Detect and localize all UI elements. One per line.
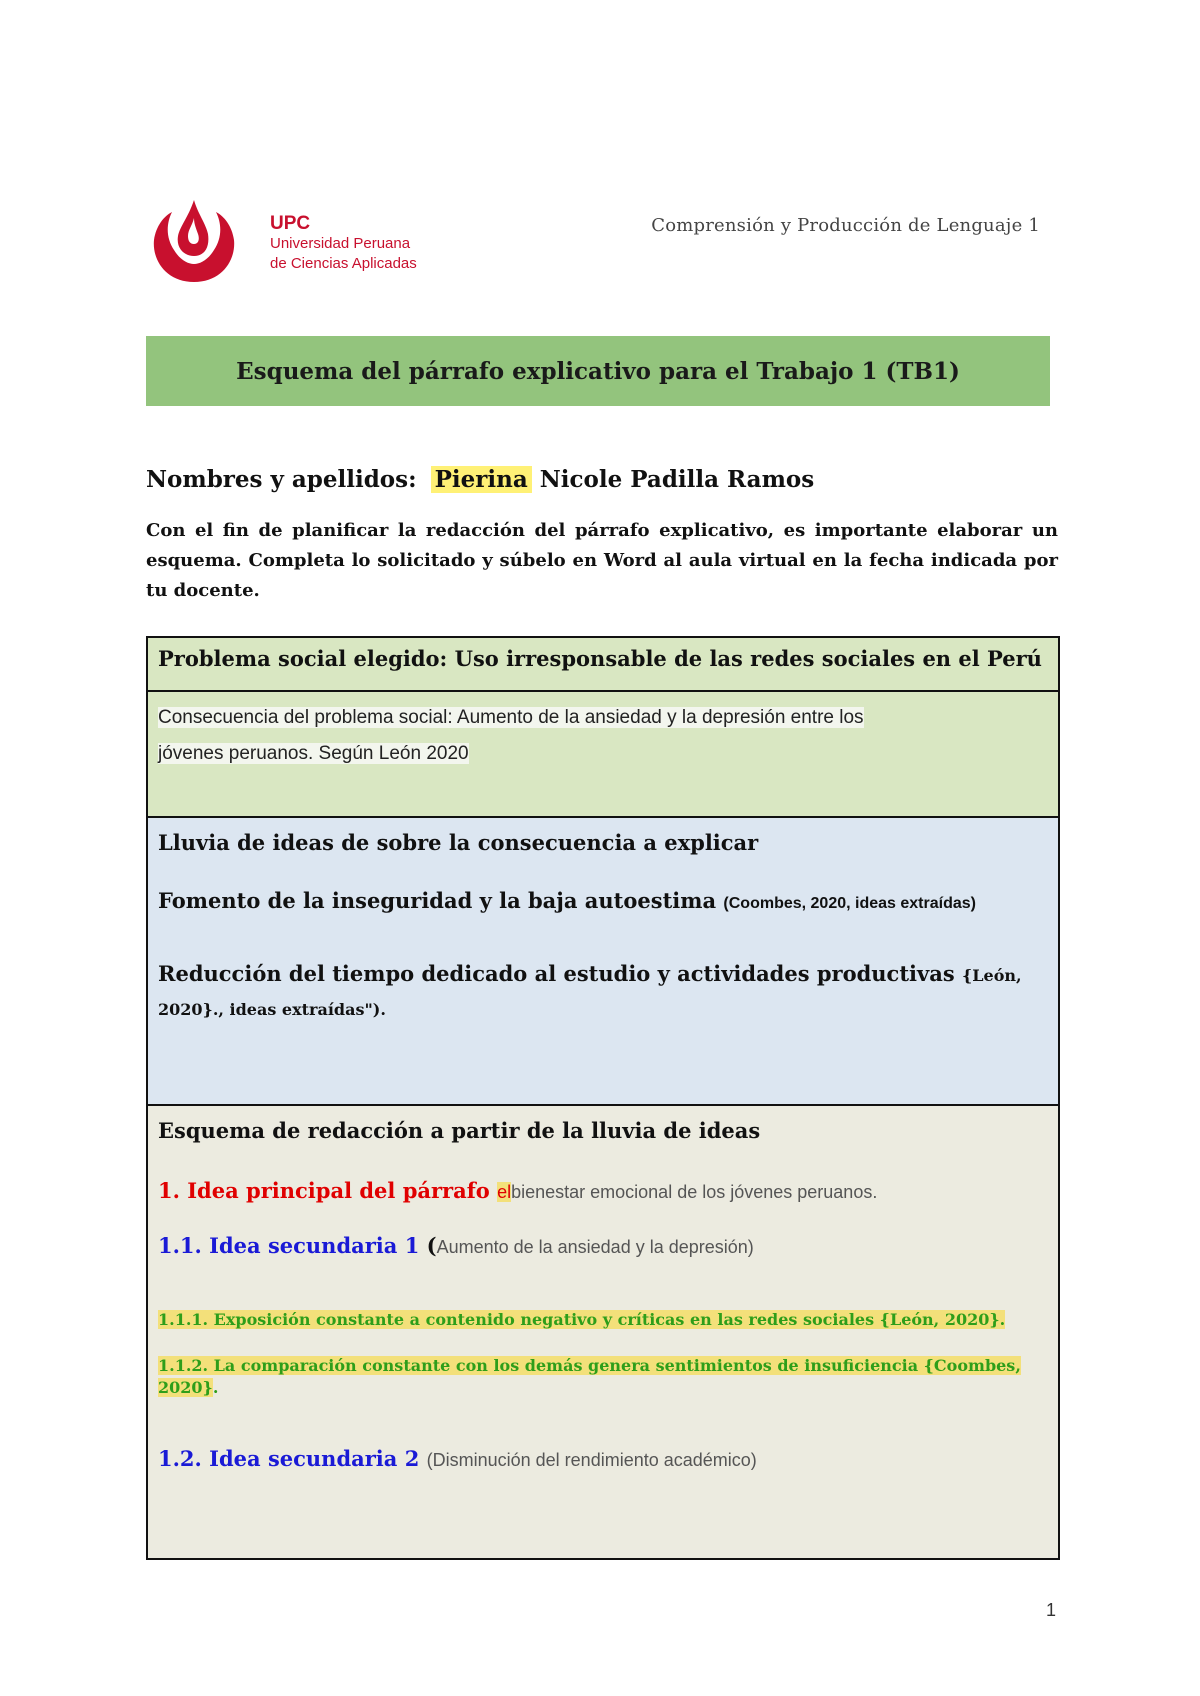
names-label: Nombres y apellidos:: [146, 466, 417, 493]
main-idea: [158, 1175, 1048, 1208]
course-name: Comprensión y Producción de Lenguaje 1: [651, 215, 1040, 236]
consequence-text: [158, 700, 1048, 772]
scheme-table: [146, 636, 1060, 1560]
title-banner: [146, 336, 1050, 406]
instructions-paragraph: Con el fin de planificar la redacción del párrafo explicativo, es importante elaborar un esquema. Completa lo solicitado y súbelo en Word al aula virtual en la fecha indicada por tu docente.: [146, 520, 1058, 601]
row-brainstorm: [148, 818, 1058, 1106]
secondary-idea-2-label: 1.2. Idea secundaria 2: [158, 1446, 420, 1471]
secondary-idea-1-paren: (: [426, 1233, 437, 1258]
idea-2-citation-b: 2020}., ideas extraídas").: [158, 1000, 386, 1019]
sub-idea-1-1-2-end: .: [212, 1378, 219, 1397]
idea-2-text: Reducción del tiempo dedicado al estudio y actividades productivas: [158, 961, 955, 986]
student-names: [146, 466, 814, 493]
sub-idea-1-1-2-text-a: 1.1.2. La comparación constante con los demás genera sentimientos de insuficiencia {Coombes,: [158, 1356, 1021, 1375]
upc-logo: [148, 196, 240, 288]
secondary-idea-1-label: 1.1. Idea secundaria 1: [158, 1233, 420, 1258]
logo-line-2: de Ciencias Aplicadas: [270, 255, 417, 272]
names-highlighted: Pierina: [431, 466, 532, 493]
sub-idea-1-1-1: [158, 1309, 1048, 1331]
idea-2-citation-a: {León,: [961, 966, 1022, 985]
consequence-line-2: jóvenes peruanos. Según León 2020: [158, 743, 469, 764]
logo-line-1: Universidad Peruana: [270, 235, 411, 252]
secondary-idea-2: [158, 1443, 1048, 1476]
sub-idea-1-1-2-text-b: 2020}: [158, 1378, 213, 1397]
brainstorm-idea-2: [158, 958, 1048, 1026]
document-title: Esquema del párrafo explicativo para el Trabajo 1 (TB1): [236, 357, 960, 385]
sub-idea-1-1-1-text: 1.1.1. Exposición constante a contenido negativo y críticas en las redes sociales {León, 2020}.: [158, 1310, 1006, 1329]
row-scheme: [148, 1106, 1058, 1558]
main-idea-highlight: el: [497, 1182, 512, 1202]
row-problem: [148, 638, 1058, 692]
logo-brand: UPC: [270, 213, 311, 234]
idea-1-citation: (Coombes, 2020, ideas extraídas): [723, 895, 976, 912]
main-idea-label: 1. Idea principal del párrafo: [158, 1178, 490, 1203]
main-idea-text: bienestar emocional de los jóvenes peruanos.: [511, 1182, 878, 1202]
scheme-heading: Esquema de redacción a partir de la lluvia de ideas: [158, 1118, 761, 1143]
upc-logo-text: [270, 214, 417, 274]
secondary-idea-2-text: (Disminución del rendimiento académico): [426, 1450, 757, 1470]
brainstorm-idea-1: [158, 885, 1048, 920]
secondary-idea-1-text: Aumento de la ansiedad y la depresión): [436, 1237, 754, 1257]
sub-idea-1-1-2: [158, 1355, 1048, 1399]
row-consequence: [148, 692, 1058, 818]
names-rest: Nicole Padilla Ramos: [539, 466, 815, 493]
idea-1-text: Fomento de la inseguridad y la baja autoestima: [158, 888, 717, 913]
consequence-line-1: Consecuencia del problema social: Aumento de la ansiedad y la depresión entre los: [158, 707, 864, 728]
brainstorm-heading: Lluvia de ideas de sobre la consecuencia a explicar: [158, 830, 759, 855]
problem-text: Problema social elegido: Uso irresponsable de las redes sociales en el Perú: [158, 646, 1042, 671]
secondary-idea-1: [158, 1230, 1048, 1263]
page-number: 1: [1046, 1600, 1057, 1620]
